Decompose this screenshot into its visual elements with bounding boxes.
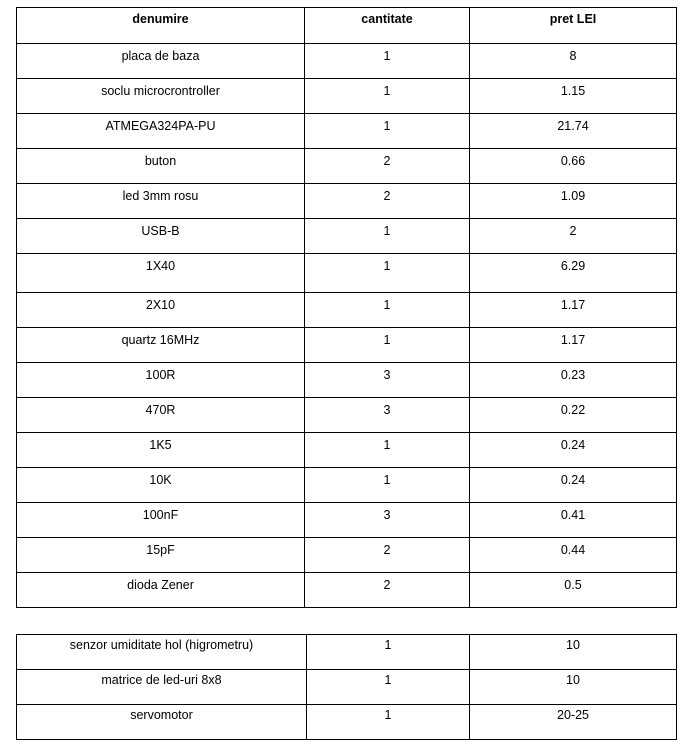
table-row (17, 635, 677, 670)
cell-cantitate: 1 (307, 635, 470, 670)
cell-pret: 10 (470, 670, 677, 705)
cell-denumire: 15pF (17, 538, 305, 573)
cell-cantitate: 1 (305, 468, 470, 503)
cell-denumire: soclu microcrontroller (17, 79, 305, 114)
table-row (17, 219, 677, 254)
cell-pret: 6.29 (470, 254, 677, 293)
cell-pret: 1.17 (470, 293, 677, 328)
cell-denumire: placa de baza (17, 44, 305, 79)
table-header-row (17, 8, 677, 44)
cell-pret: 21.74 (470, 114, 677, 149)
cell-pret: 0.41 (470, 503, 677, 538)
cell-denumire: servomotor (17, 705, 307, 740)
cell-cantitate: 3 (305, 398, 470, 433)
table-row (17, 254, 677, 293)
cell-denumire: 2X10 (17, 293, 305, 328)
cell-cantitate: 1 (305, 114, 470, 149)
cell-pret: 0.44 (470, 538, 677, 573)
table-row (17, 433, 677, 468)
cell-cantitate: 1 (305, 328, 470, 363)
cell-denumire: USB-B (17, 219, 305, 254)
table-row (17, 114, 677, 149)
cell-cantitate: 3 (305, 363, 470, 398)
cell-cantitate: 1 (305, 79, 470, 114)
cell-pret: 0.23 (470, 363, 677, 398)
cell-cantitate: 2 (305, 149, 470, 184)
cell-pret: 1.15 (470, 79, 677, 114)
table-row (17, 503, 677, 538)
cell-denumire: 470R (17, 398, 305, 433)
table-row (17, 670, 677, 705)
cell-denumire: ATMEGA324PA-PU (17, 114, 305, 149)
cell-cantitate: 3 (305, 503, 470, 538)
cell-pret: 2 (470, 219, 677, 254)
cell-denumire: 100R (17, 363, 305, 398)
cell-pret: 10 (470, 635, 677, 670)
cell-pret: 0.66 (470, 149, 677, 184)
cell-pret: 0.24 (470, 468, 677, 503)
cell-denumire: dioda Zener (17, 573, 305, 608)
cell-cantitate: 1 (305, 433, 470, 468)
extra-components-table (16, 634, 677, 740)
cell-denumire: matrice de led-uri 8x8 (17, 670, 307, 705)
cell-cantitate: 2 (305, 538, 470, 573)
cell-cantitate: 2 (305, 573, 470, 608)
cell-denumire: 1X40 (17, 254, 305, 293)
table-row (17, 44, 677, 79)
cell-denumire: senzor umiditate hol (higrometru) (17, 635, 307, 670)
header-pret: pret LEI (470, 8, 677, 44)
table-row (17, 363, 677, 398)
cell-pret: 1.09 (470, 184, 677, 219)
cell-cantitate: 1 (305, 44, 470, 79)
cell-denumire: quartz 16MHz (17, 328, 305, 363)
header-denumire: denumire (17, 8, 305, 44)
cell-denumire: 1K5 (17, 433, 305, 468)
components-table (16, 7, 677, 608)
table-row (17, 573, 677, 608)
cell-cantitate: 1 (305, 219, 470, 254)
table-row (17, 468, 677, 503)
cell-pret: 0.5 (470, 573, 677, 608)
table-row (17, 398, 677, 433)
cell-cantitate: 1 (307, 670, 470, 705)
cell-cantitate: 1 (305, 293, 470, 328)
table-row (17, 538, 677, 573)
header-cantitate: cantitate (305, 8, 470, 44)
cell-denumire: buton (17, 149, 305, 184)
cell-denumire: led 3mm rosu (17, 184, 305, 219)
cell-pret: 0.24 (470, 433, 677, 468)
table-row (17, 184, 677, 219)
table-row (17, 79, 677, 114)
cell-pret: 0.22 (470, 398, 677, 433)
cell-pret: 8 (470, 44, 677, 79)
cell-cantitate: 2 (305, 184, 470, 219)
table-row (17, 328, 677, 363)
cell-cantitate: 1 (305, 254, 470, 293)
cell-cantitate: 1 (307, 705, 470, 740)
cell-pret: 20-25 (470, 705, 677, 740)
cell-denumire: 10K (17, 468, 305, 503)
cell-denumire: 100nF (17, 503, 305, 538)
cell-pret: 1.17 (470, 328, 677, 363)
table-row (17, 149, 677, 184)
table-row (17, 705, 677, 740)
table-row (17, 293, 677, 328)
